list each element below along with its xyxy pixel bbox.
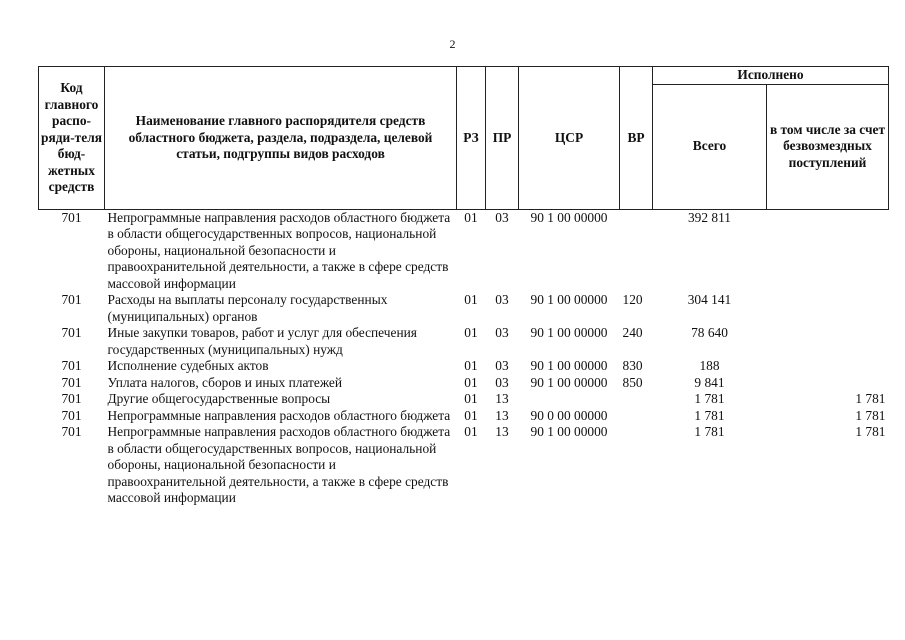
table-header — [39, 67, 889, 210]
cell-code: 701 — [61, 325, 82, 340]
header-code: Код главного распо-ряди-теля бюд-жетных средств — [39, 67, 105, 210]
table-row — [39, 424, 889, 507]
cell-total: 1 781 — [694, 407, 725, 423]
cell-pr: 03 — [495, 325, 509, 340]
header-vr: ВР — [620, 67, 653, 210]
cell-name: Иные закупки товаров, работ и услуг для обеспечения государственных (муниципальных) нужд — [107, 325, 417, 357]
cell-csr: 90 0 00 00000 — [530, 407, 608, 423]
cell-code: 701 — [61, 407, 82, 423]
cell-rz: 01 — [464, 325, 478, 340]
table-row — [39, 209, 889, 292]
cell-name: Другие общегосударственные вопросы — [107, 391, 331, 406]
cell-vr: 240 — [622, 325, 643, 340]
header-gratuitous: в том числе за счет безвозмездных поступлений — [767, 84, 889, 209]
cell-pr: 13 — [495, 407, 509, 423]
cell-vr — [620, 391, 653, 408]
header-total: Всего — [653, 84, 767, 209]
cell-csr: 90 1 00 00000 — [530, 424, 608, 439]
cell-total: 1 781 — [694, 391, 725, 406]
cell-csr: 90 1 00 00000 — [530, 292, 608, 307]
cell-pr: 03 — [495, 292, 509, 307]
cell-rz: 01 — [464, 358, 478, 373]
cell-gratuitous — [767, 375, 889, 392]
header-csr: ЦСР — [519, 67, 620, 210]
cell-name: Уплата налогов, сборов и иных платежей — [107, 374, 343, 390]
cell-code: 701 — [61, 292, 82, 307]
cell-name: Непрограммные направления расходов областного бюджета — [107, 407, 451, 423]
header-name: Наименование главного распорядителя средств областного бюджета, раздела, подраздела, целевой статьи, подгруппы видов расходов — [105, 67, 457, 210]
cell-rz: 01 — [464, 374, 478, 390]
cell-total: 9 841 — [694, 374, 725, 390]
cell-total: 304 141 — [687, 292, 732, 307]
table-row — [39, 358, 889, 375]
cell-total: 392 811 — [687, 209, 732, 225]
cell-name: Расходы на выплаты персоналу государственных (муниципальных) органов — [107, 292, 388, 324]
cell-total: 78 640 — [691, 325, 728, 340]
cell-gratuitous — [767, 325, 889, 358]
cell-vr — [620, 209, 653, 292]
table-row — [39, 408, 889, 425]
header-rz: РЗ — [457, 67, 486, 210]
cell-vr: 830 — [622, 358, 643, 373]
cell-total: 188 — [699, 358, 720, 373]
cell-vr — [620, 408, 653, 425]
cell-gratuitous: 1 781 — [855, 391, 886, 406]
table-row — [39, 325, 889, 358]
cell-name: Исполнение судебных актов — [107, 358, 269, 373]
cell-gratuitous — [767, 292, 889, 325]
cell-csr: 90 1 00 00000 — [530, 209, 608, 225]
cell-name: Непрограммные направления расходов областного бюджета в области общегосударственных вопросов, национальной обороны, национальной безопасности и правоохранительной деятельности, а также в сфере средств массовой информации — [107, 424, 451, 505]
cell-rz: 01 — [464, 209, 478, 225]
cell-gratuitous — [767, 209, 889, 292]
table-row — [39, 375, 889, 392]
cell-pr: 13 — [495, 391, 509, 406]
cell-vr — [620, 424, 653, 507]
header-executed: Исполнено — [653, 67, 889, 85]
cell-code: 701 — [61, 424, 82, 439]
cell-vr: 120 — [622, 292, 643, 307]
cell-total: 1 781 — [694, 424, 725, 439]
cell-csr — [519, 391, 620, 408]
cell-gratuitous — [767, 358, 889, 375]
cell-code: 701 — [61, 374, 82, 390]
cell-name: Непрограммные направления расходов областного бюджета в области общегосударственных вопросов, национальной обороны, национальной безопасности и правоохранительной деятельности, а также в сфере средств массовой информации — [107, 209, 451, 291]
cell-pr: 13 — [495, 424, 509, 439]
table-row — [39, 292, 889, 325]
cell-code: 701 — [61, 391, 82, 406]
page-number: 2 — [449, 37, 456, 51]
cell-code: 701 — [61, 209, 82, 225]
cell-rz: 01 — [464, 292, 478, 307]
cell-pr: 03 — [495, 209, 509, 225]
cell-csr: 90 1 00 00000 — [530, 325, 608, 340]
cell-pr: 03 — [495, 374, 509, 390]
cell-rz: 01 — [464, 407, 478, 423]
cell-rz: 01 — [464, 424, 478, 439]
cell-gratuitous: 1 781 — [855, 407, 886, 423]
table-body — [39, 209, 889, 507]
cell-csr: 90 1 00 00000 — [530, 374, 608, 390]
cell-gratuitous: 1 781 — [855, 424, 886, 439]
table-row — [39, 391, 889, 408]
cell-pr: 03 — [495, 358, 509, 373]
header-pr: ПР — [486, 67, 519, 210]
budget-execution-table — [38, 66, 889, 507]
cell-rz: 01 — [464, 391, 478, 406]
cell-code: 701 — [61, 358, 82, 373]
cell-vr: 850 — [622, 374, 643, 390]
cell-csr: 90 1 00 00000 — [530, 358, 608, 373]
